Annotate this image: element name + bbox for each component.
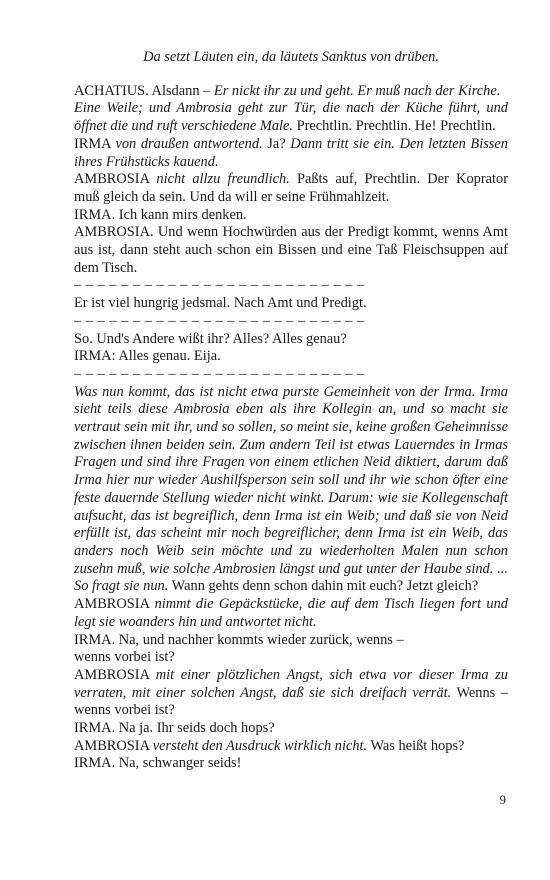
text-paragraph [74, 295, 508, 313]
text-paragraph [74, 136, 508, 171]
text-paragraph [74, 632, 508, 650]
dialogue-text: Wann gehts denn schon dahin mit euch? Jetzt gleich? [168, 578, 479, 595]
dialogue-body [74, 83, 508, 773]
stage-direction: von draußen antwortend. [115, 135, 263, 152]
stage-direction: mit einer plötzlichen Angst, sich etwa vor dieser Irma zu verraten, mit einer solchen Angst, daß sie sich dreifach verrät. [74, 666, 508, 701]
stage-direction: Er nickt ihr zu und geht. Er muß nach der Kirche. [213, 82, 501, 99]
page-text [74, 49, 508, 773]
text-paragraph [74, 720, 508, 738]
text-paragraph [74, 331, 508, 349]
dialogue-text: IRMA. Na ja. Ihr seids doch hops? [74, 720, 275, 737]
stage-direction: Was nun kommt, das ist nicht etwa purste Gemeinheit von der Irma. Irma sieht teils diese Ambrosia eben als ihre Kollegin an, und so macht sie vertraut sein mit ihr, und so sollen, so meint sie, keine großen Geheimnisse zwischen ihnen beiden sein. Zum andern Teil ist etwas Lauerndes in Irmas Fragen und sind ihre Fragen von einem etlichen Neid diktiert, darum daß Irma hier nur wieder Aushilfsperson sein soll und ihr wie schon öfter eine feste dauernde Stellung wieder nicht winkt. Darum: wie sie Kollegenschaft aufsucht, das ist begreiflich, denn Irma ist ein Weib; und daß sie von Neid erfüllt ist, das scheint mir noch begreiflicher, denn Irma ist ein Weib, das anders noch Weib sein möchte und zu wiederholten Malen nun schon zusehn muß, wie solche Ambrosien längst und gut unter der Haube sind. ... So fragt sie nun. [74, 383, 508, 595]
text-paragraph [74, 738, 508, 756]
text-paragraph [74, 755, 508, 773]
dialogue-text: IRMA. Ich kann mirs denken. [74, 206, 247, 223]
dialogue-text: Er ist viel hungrig jedsmal. Nach Amt und Predigt. [74, 295, 367, 312]
stage-direction: Dann tritt sie ein. Den letzten Bissen ihres Frühstücks kauend. [74, 135, 508, 170]
dialogue-text: Prechtlin. Prechtlin. He! Prechtlin. [293, 118, 496, 135]
dialogue-text: Ja? [262, 135, 291, 152]
separator-dashes: – – – – – – – – – – – – – – – – – – – – – – – – – [74, 277, 365, 294]
dialogue-text: wenns vorbei ist? [74, 649, 175, 666]
page-number: 9 [499, 792, 506, 807]
text-paragraph [74, 384, 508, 596]
text-paragraph [74, 649, 508, 667]
text-paragraph [74, 667, 508, 720]
dialogue-text: AMBROSIA [74, 666, 156, 683]
separator-dashes: – – – – – – – – – – – – – – – – – – – – – – – – – [74, 365, 365, 382]
text-paragraph [74, 596, 508, 631]
dialogue-text: IRMA. Na, schwanger seids! [74, 755, 242, 772]
dialogue-text: AMBROSIA [74, 171, 157, 188]
dialogue-text: AMBROSIA [74, 737, 153, 754]
text-paragraph [74, 224, 508, 277]
text-paragraph [74, 207, 508, 225]
dialogue-text: Wenns – wenns vorbei ist? [74, 684, 508, 719]
text-paragraph [74, 348, 508, 366]
dialogue-text: AMBROSIA. Und wenn Hochwürden aus der Predigt kommt, wenns Amt aus ist, dann steht auch schon ein Bissen und eine Taß Fleischsuppen auf dem Tisch. [74, 224, 508, 276]
dialogue-text: IRMA. Na, und nachher kommts wieder zurück, wenns – [74, 631, 404, 648]
dialogue-text: IRMA: Alles genau. Eija. [74, 348, 221, 365]
opening-stage-direction: Da setzt Läuten ein, da läutets Sanktus von drüben. [143, 49, 439, 65]
stage-direction: versteht den Ausdruck wirklich nicht. [152, 737, 368, 754]
dialogue-text: ACHATIUS. Alsdann – [74, 82, 214, 99]
dialogue-text: Was heißt hops? [367, 737, 465, 754]
stage-direction: nimmt die Gepäckstücke, die auf dem Tisch liegen fort und legt sie woanders hin und antwortet nicht. [74, 596, 508, 630]
separator-dashes: – – – – – – – – – – – – – – – – – – – – – – – – – [74, 312, 365, 329]
text-paragraph [74, 171, 508, 206]
dialogue-text: So. Und's Andere wißt ihr? Alles? Alles genau? [74, 330, 347, 347]
text-paragraph [74, 83, 508, 101]
text-paragraph [74, 100, 508, 135]
stage-direction: nicht allzu freundlich. [156, 171, 290, 188]
stage-direction: Eine Weile; und Ambrosia geht zur Tür, die nach der Küche führt, und öffnet die und ruft verschiedene Male. [74, 100, 508, 135]
dialogue-text: AMBROSIA [74, 596, 155, 613]
dialogue-text: Paßts auf, Prechtlin. Der Koprator muß gleich da sein. Und da will er seine Frühmahlzeit. [74, 171, 509, 205]
dialogue-text: IRMA [74, 135, 116, 152]
